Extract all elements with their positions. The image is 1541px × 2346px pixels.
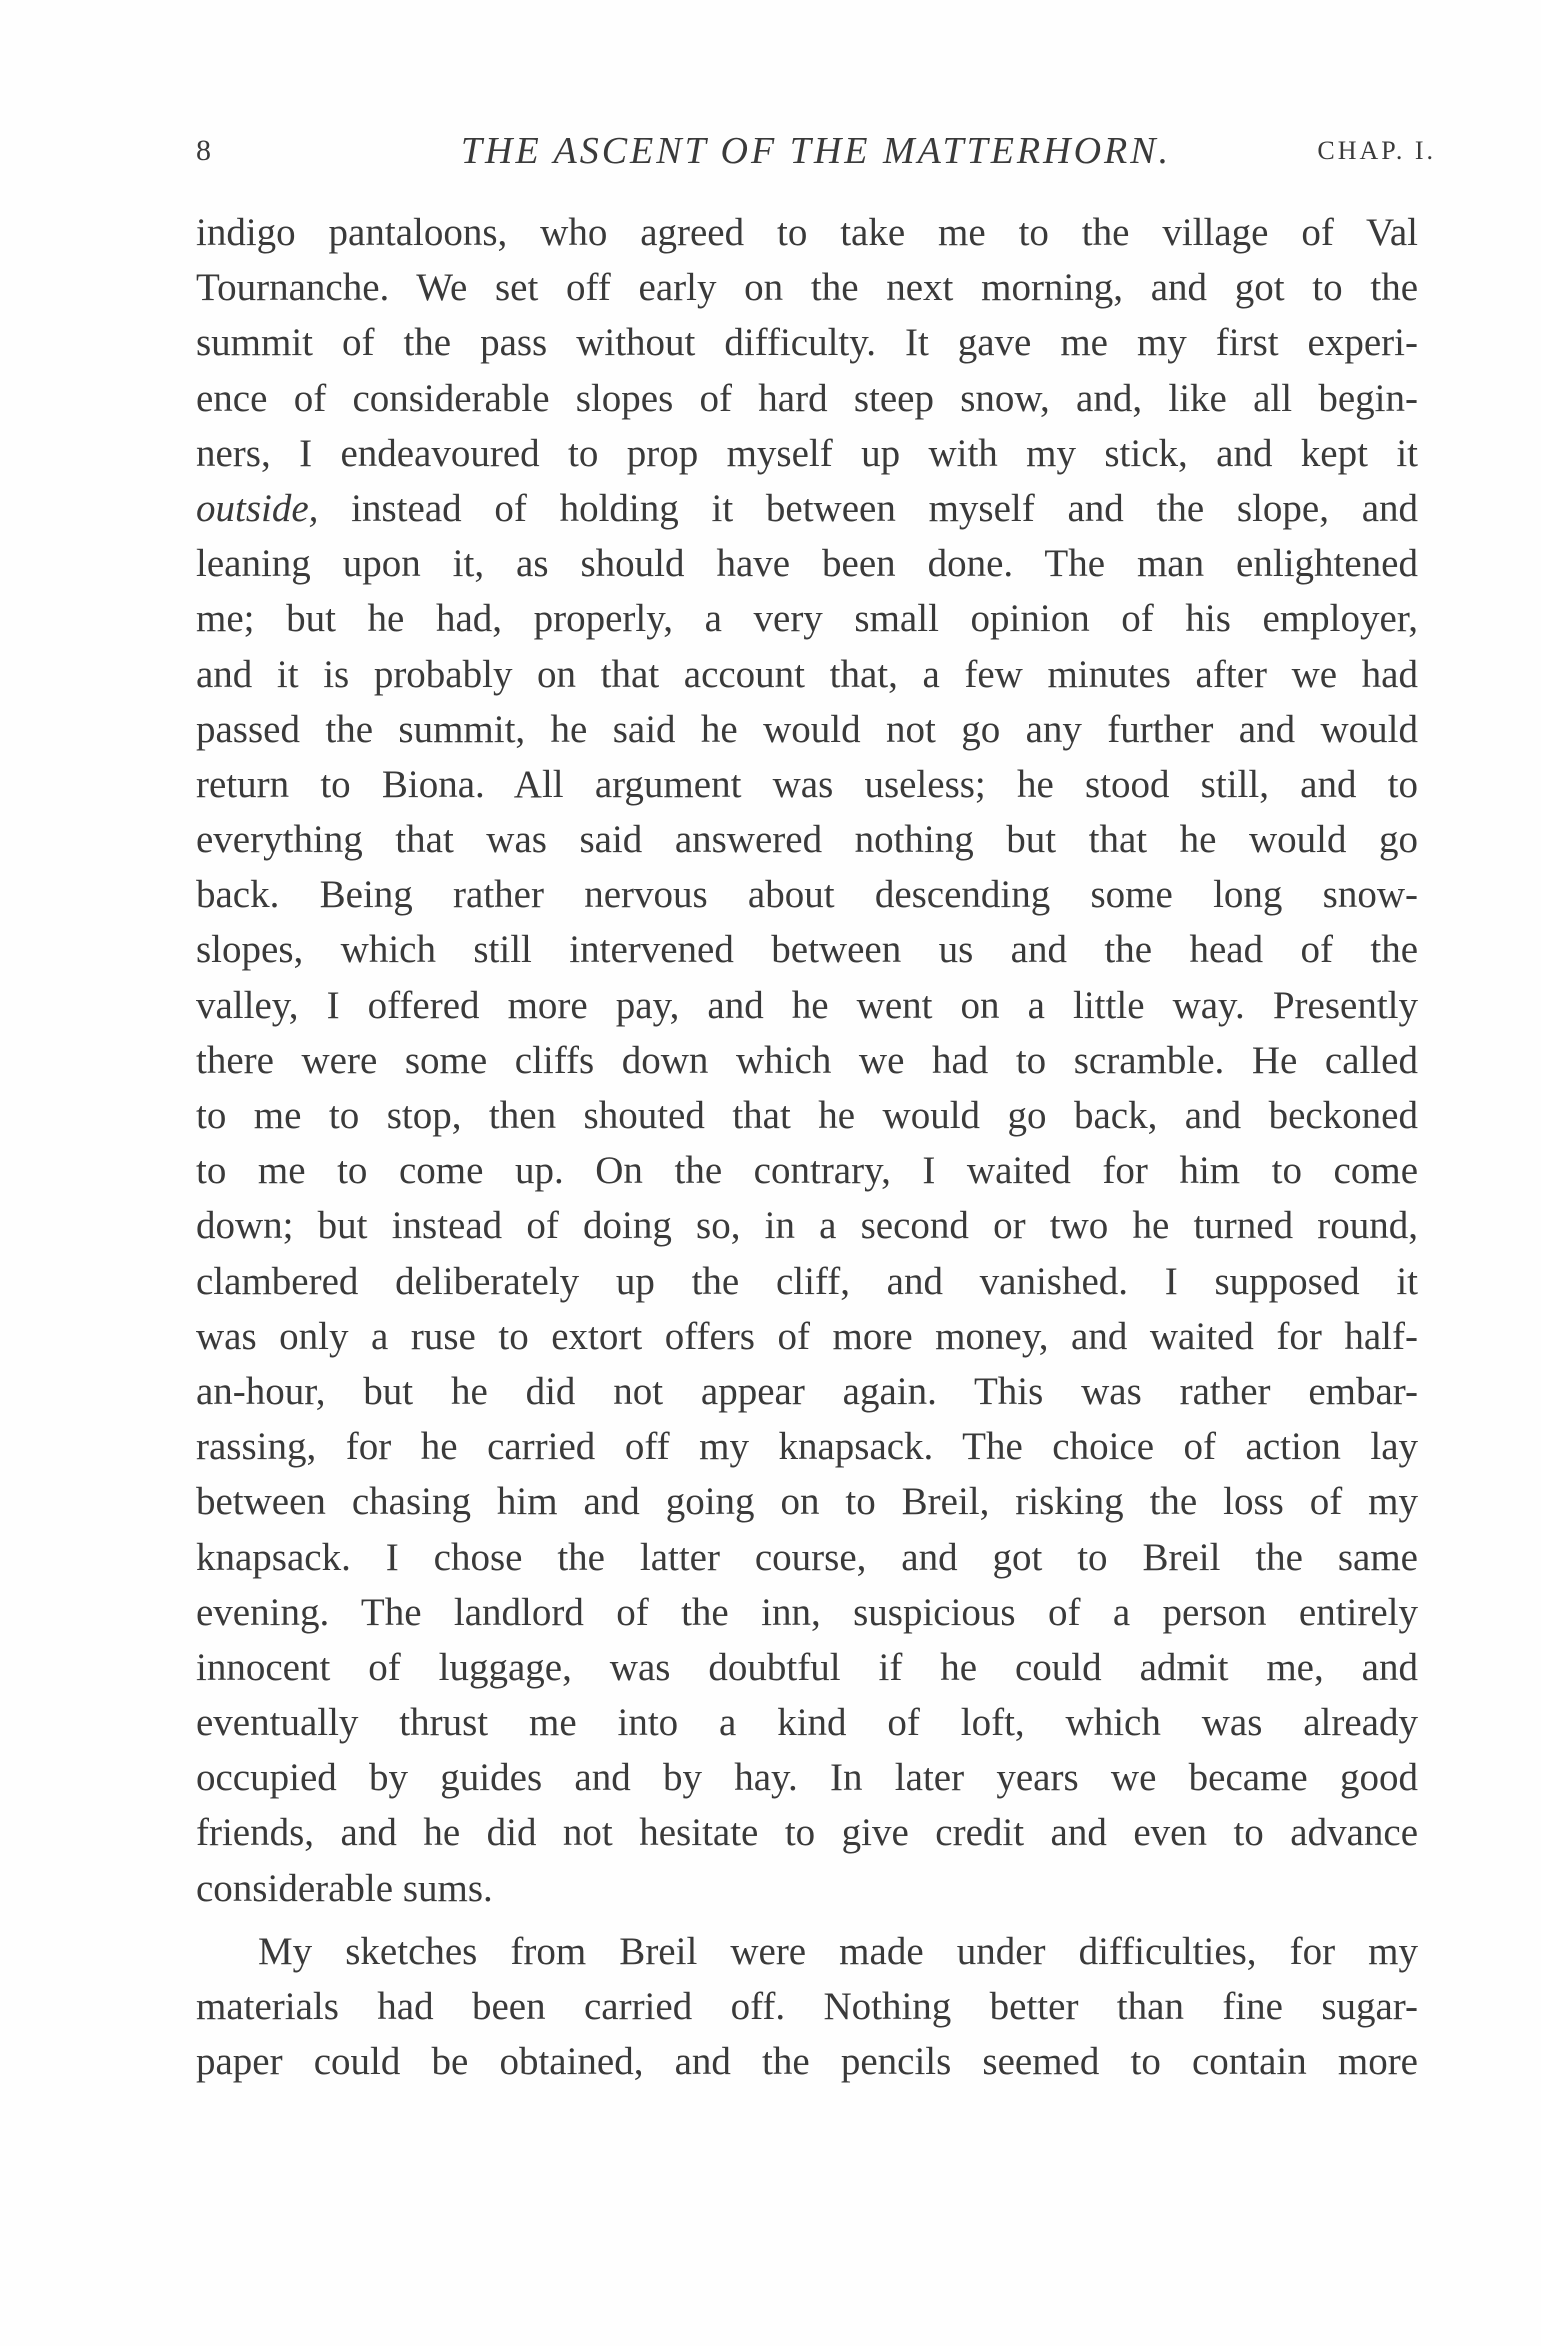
- text-line: me; but he had, properly, a very small opinion of his employer,: [196, 597, 1418, 641]
- text-line: an-hour, but he did not appear again. This was rather embar-: [196, 1369, 1418, 1413]
- text-line: to me to come up. On the contrary, I waited for him to come: [196, 1149, 1418, 1193]
- page-number: 8: [196, 134, 211, 167]
- text-line: occupied by guides and by hay. In later years we became good: [196, 1756, 1418, 1800]
- text-line: between chasing him and going on to Breil, risking the loss of my: [196, 1480, 1418, 1524]
- text-line: evening. The landlord of the inn, suspicious of a person entirely: [196, 1590, 1418, 1634]
- text-line: slopes, which still intervened between us and the head of the: [196, 928, 1418, 972]
- text-line: friends, and he did not hesitate to give credit and even to advance: [196, 1811, 1418, 1855]
- text-line: rassing, for he carried off my knapsack. The choice of action lay: [196, 1425, 1418, 1469]
- text-line: passed the summit, he said he would not go any further and would: [196, 707, 1418, 751]
- italic-word: outside,: [196, 486, 319, 530]
- text-line-with-italic: [196, 481, 1418, 536]
- text-line: materials had been carried off. Nothing better than fine sugar-: [196, 1985, 1418, 2028]
- text-line: indigo pantaloons, who agreed to take me to the village of Val: [196, 211, 1418, 254]
- text-line: to me to stop, then shouted that he would go back, and beckoned: [196, 1094, 1418, 1137]
- text-line: everything that was said answered nothing but that he would go: [196, 818, 1418, 862]
- running-title: THE ASCENT OF THE MATTERHORN.: [460, 130, 1172, 172]
- text-line: Tournanche. We set off early on the next morning, and got to the: [196, 266, 1418, 310]
- chapter-label: CHAP. I.: [1317, 136, 1436, 165]
- paragraph-gap: [196, 1916, 1418, 1924]
- text-line: and it is probably on that account that, a few minutes after we had: [196, 652, 1418, 696]
- text-line: down; but instead of doing so, in a second or two he turned round,: [196, 1204, 1418, 1248]
- text-line: valley, I offered more pay, and he went on a little way. Presently: [196, 983, 1418, 1027]
- text-line: innocent of luggage, was doubtful if he could admit me, and: [196, 1645, 1418, 1689]
- text-line: ence of considerable slopes of hard steep snow, and, like all begin-: [196, 376, 1418, 420]
- text-line: paper could be obtained, and the pencils seemed to contain more: [196, 2040, 1418, 2084]
- running-head: [196, 126, 1436, 176]
- text-line: ners, I endeavoured to prop myself up with my stick, and kept it: [196, 431, 1418, 475]
- text-line: clambered deliberately up the cliff, and vanished. I supposed it: [196, 1259, 1418, 1303]
- body-text: [196, 205, 1418, 2089]
- text-line: return to Biona. All argument was useless; he stood still, and to: [196, 762, 1418, 806]
- text-line: leaning upon it, as should have been done. The man enlightened: [196, 542, 1418, 586]
- text-line: was only a ruse to extort offers of more money, and waited for half-: [196, 1314, 1418, 1358]
- text-line-rest: instead of holding it between myself and the slope, and: [351, 486, 1418, 530]
- text-line: considerable sums.: [196, 1866, 493, 1910]
- text-line: back. Being rather nervous about descending some long snow-: [196, 873, 1418, 917]
- text-line: summit of the pass without difficulty. It gave me my first experi-: [196, 321, 1418, 365]
- text-line: there were some cliffs down which we had to scramble. He called: [196, 1038, 1418, 1082]
- text-line: My sketches from Breil were made under difficulties, for my: [258, 1929, 1418, 1973]
- text-line: eventually thrust me into a kind of loft, which was already: [196, 1701, 1418, 1745]
- text-line: knapsack. I chose the latter course, and got to Breil the same: [196, 1535, 1418, 1579]
